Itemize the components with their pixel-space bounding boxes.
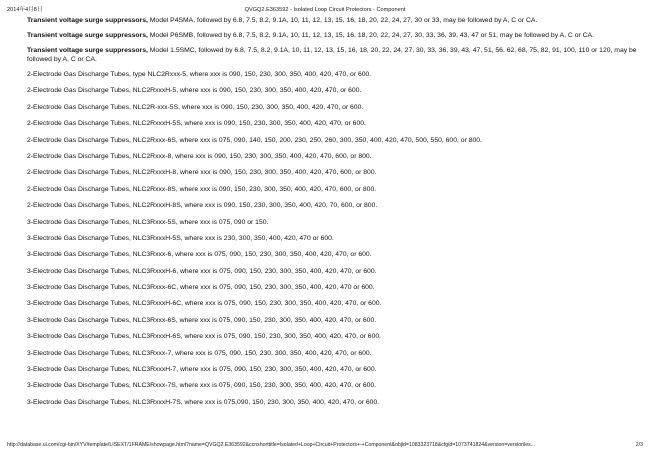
entry-text: 3-Electrode Gas Discharge Tubes, NLC3RxxxH-6C, where xxx is 075, 090, 150, 230, 300, 350, 400, 420, 470, or 600. [27, 300, 382, 308]
list-item [27, 283, 639, 292]
page-footer [7, 440, 643, 450]
list-item [27, 267, 639, 276]
entry-text: 3-Electrode Gas Discharge Tubes, NLC3Rxxx-6, where xxx is 075, 090, 150, 230, 300, 350, 400, 420, 470, or 600. [27, 251, 372, 259]
entry-text: Model P6SMB, followed by 6.8, 7.5, 8.2, 9.1A, 10, 11, 12, 13, 15, 16, 18, 20, 22, 24, 27, 30, 33, 36, 39, 43, 47 or 51, may be followed by A, C or CA. [147, 32, 594, 39]
list-item [27, 218, 639, 227]
entry-text: Model P4SMA, followed by 6.8, 7.5, 8.2, 9.1A, 10, 11, 12, 13, 15, 16, 18, 20, 22, 24, 27, 30 or 33, may be followed by A, C or CA. [147, 17, 538, 24]
entry-text: 2-Electrode Gas Discharge Tubes, type NLC2Rxxx-5, where xxx is 090, 150, 230, 300, 350, 400, 420, 470, or 600. [27, 71, 372, 78]
list-item [27, 103, 639, 112]
list-item [27, 332, 639, 341]
entry-text: 2-Electrode Gas Discharge Tubes, NLC2RxxxH-5S, where xxx is 090, 150, 230, 300, 350, 400, 420, 470, or 600. [27, 120, 366, 128]
entry-text: Model 1.5SMC, followed by 6.8, 7.5, 8.2, 9.1A, 10, 11, 12, 13, 15, 16, 18, 20, 22, 24, 27, 30, 33, 36, 39, 43, 47, 51, 56, 62, 68, 75, 82, 91, 100, 110 or 120, may be followed by A, C or CA. [27, 47, 637, 63]
page-title: QVGQ2.E363592 - Isolated Loop Circuit Protectors - Component [244, 7, 406, 13]
list-item [27, 234, 639, 243]
entry-text: 3-Electrode Gas Discharge Tubes, NLC3RxxxH-7, where xxx is 075, 090, 150, 230, 300, 350, 400, 420, 470, or 600. [27, 366, 377, 374]
entry-text: 3-Electrode Gas Discharge Tubes, NLC3RxxxH-7S, where xxx is 075,090, 150, 230, 300, 350, 400, 420, 470, or 600. [27, 398, 380, 406]
entry-text: 3-Electrode Gas Discharge Tubes, NLC3RxxxH-6, where xxx is 075, 090, 150, 230, 300, 350, 400, 420, 470, or 600. [27, 267, 377, 275]
document-body [27, 16, 639, 414]
entry-text: 2-Electrode Gas Discharge Tubes, NLC2Rxxx-8, where xxx is 090, 150, 230, 300, 350, 400, 420, 470, 600, or 800. [27, 152, 372, 160]
list-item [27, 119, 639, 128]
entry-text: 2-Electrode Gas Discharge Tubes, NLC2RxxxH-8, where xxx is 090, 150, 230, 300, 350, 400, 420, 470, 600, or 800. [27, 169, 377, 177]
entry-text: 3-Electrode Gas Discharge Tubes, NLC3Rxxx-7S, where xxx is 075, 090, 150, 230, 300, 350, 400, 420, 470, or 600. [27, 382, 377, 390]
list-item [27, 31, 639, 40]
page-url-link[interactable]: http://database.ul.com/cgi-bin/XYV/template/LISEXT/1FRAME/showpage.html?name=QVGQ2.E363592&ccnshorttitle=Isolated+Loop+Circuit+Protectors+-+Component&objid=1083323718&cfgid=1073741824&version=versionles... [7, 442, 536, 448]
list-item [27, 250, 639, 259]
entry-label: Transient voltage surge suppressors, [27, 47, 148, 54]
page-number: 2/3 [635, 442, 643, 448]
entry-text: 2-Electrode Gas Discharge Tubes, NLC2R-xxx-5S, where xxx is 090, 150, 230, 300, 350, 400, 420, 470, or 600. [27, 103, 364, 111]
list-item [27, 365, 639, 374]
entry-text: 3-Electrode Gas Discharge Tubes, NLC3Rxxx-6C, where xxx is 075, 090, 150, 230, 300, 350, 400, 420, 470 or 600. [27, 284, 375, 292]
list-item [27, 381, 639, 390]
page-header [7, 5, 643, 15]
entry-text: 3-Electrode Gas Discharge Tubes, NLC3Rxxx-5S, where xxx is 075, 090 or 150. [27, 218, 269, 226]
entry-text: 2-Electrode Gas Discharge Tubes, NLC2Rxxx-6S, where xxx is 075, 090, 140, 150, 200, 230, 250, 260, 300, 350, 400, 420, 470, 500, 550, 600, or 800. [27, 136, 482, 144]
entry-text: 2-Electrode Gas Discharge Tubes, NLC2RxxxH-8S, where xxx is 090, 150, 230, 300, 350, 400, 420, 70, 600, or 800. [27, 202, 378, 210]
list-item [27, 299, 639, 308]
list-item [27, 46, 639, 64]
entry-text: 2-Electrode Gas Discharge Tubes, NLC2RxxxH-5, where xxx is 090, 150, 230, 300, 350, 400, 420, 470, or 600. [27, 87, 362, 95]
entry-label: Transient voltage surge suppressors, [27, 32, 148, 39]
list-item [27, 398, 639, 407]
list-item [27, 136, 639, 145]
entry-label: Transient voltage surge suppressors, [27, 17, 148, 24]
entry-text: 3-Electrode Gas Discharge Tubes, NLC3Rxxx-7, where xxx is 075, 090, 150, 230, 300, 350, 400, 420, 470, or 600. [27, 349, 372, 357]
list-item [27, 185, 639, 194]
list-item [27, 168, 639, 177]
list-item [27, 316, 639, 325]
entry-text: 3-Electrode Gas Discharge Tubes, NLC3RxxxH-6S, where xxx is 075, 090, 150, 230, 300, 350, 400, 420, 470, or 600. [27, 333, 382, 341]
list-item [27, 16, 639, 25]
list-item [27, 201, 639, 210]
list-item [27, 349, 639, 358]
entry-text: 3-Electrode Gas Discharge Tubes, NLC3RxxxH-5S, where xxx is 230, 300, 350, 400, 420, 470 or 600. [27, 234, 334, 242]
entry-text: 3-Electrode Gas Discharge Tubes, NLC3Rxxx-6S, where xxx is 075, 090, 150, 230, 300, 350, 400, 420, 470, or 600. [27, 316, 377, 324]
print-date: 2014年4月8日 [7, 7, 43, 13]
list-item [27, 86, 639, 95]
list-item [27, 152, 639, 161]
entry-text: 2-Electrode Gas Discharge Tubes, NLC2Rxxx-8S, where xxx is 090, 150, 230, 300, 350, 400, 420, 470, 600, or 800. [27, 185, 377, 193]
list-item [27, 70, 639, 79]
